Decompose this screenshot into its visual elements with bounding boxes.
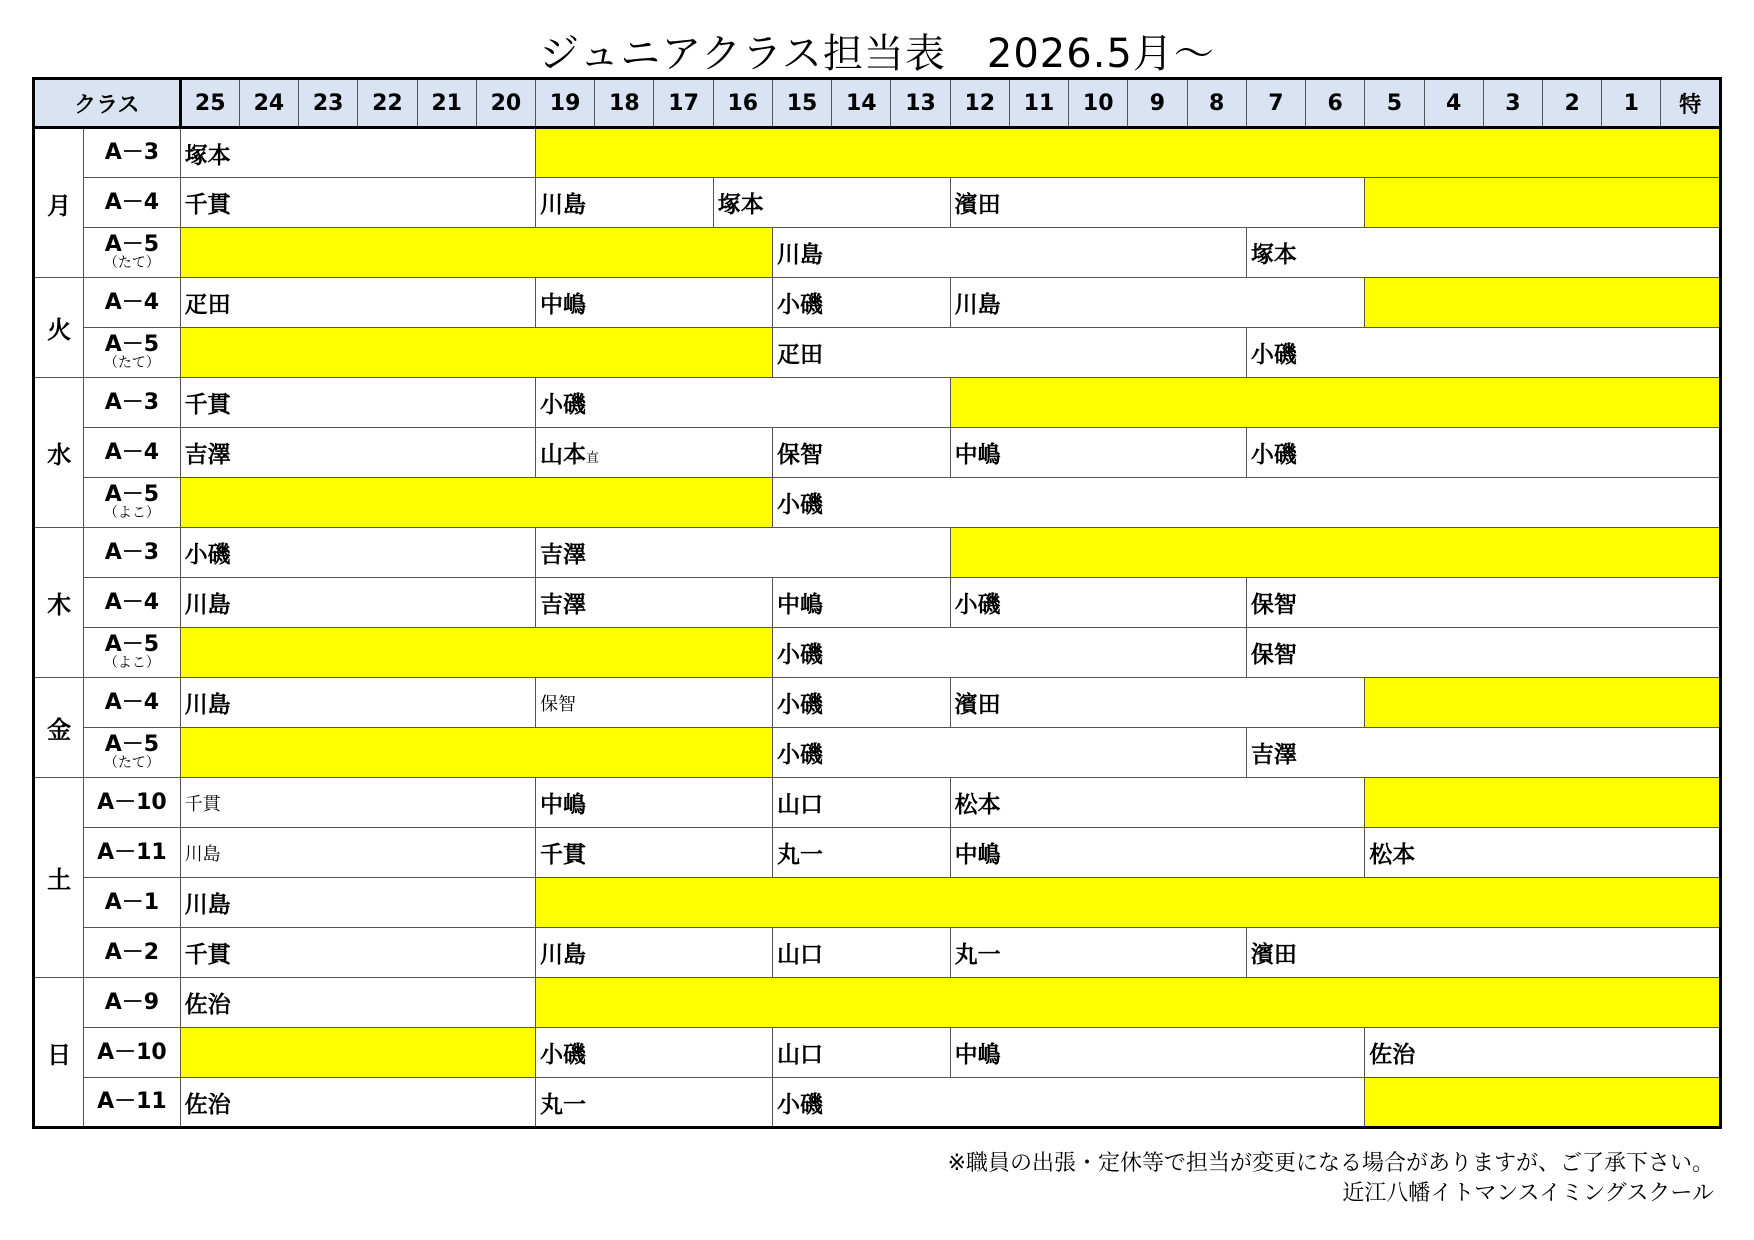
instructor-name: 小磯: [954, 592, 1001, 618]
class-subtype: （たて）: [103, 355, 160, 371]
instructor-cell: [950, 678, 1365, 728]
page-title: ジュニアクラス担当表 2026.5月～: [539, 31, 1215, 77]
class-name: A－11: [97, 1089, 167, 1114]
schedule-row: [34, 178, 1721, 228]
instructor-name: 小磯: [1250, 342, 1297, 368]
instructor-cell: [180, 378, 535, 428]
empty-slot: [950, 528, 1720, 578]
instructor-name: 山口: [776, 942, 823, 968]
instructor-cell: [772, 278, 950, 328]
instructor-name: 中嶋: [540, 292, 586, 318]
instructor-name: 濱田: [1250, 942, 1297, 968]
column-header: 25: [180, 79, 239, 128]
instructor-name: 千貫: [184, 942, 231, 968]
instructor-name: 保智: [540, 693, 576, 715]
column-header: 8: [1187, 79, 1246, 128]
instructor-name: 中嶋: [540, 792, 586, 818]
instructor-name: 佐治: [184, 1091, 231, 1118]
class-label: [84, 878, 180, 928]
instructor-name: 千貫: [184, 392, 231, 418]
schedule-row: [34, 928, 1721, 978]
instructor-name: 吉澤: [540, 542, 586, 568]
instructor-cell: [180, 878, 535, 928]
instructor-cell: [772, 728, 1246, 778]
instructor-name: 保智: [776, 442, 823, 468]
class-name: A－4: [104, 589, 160, 615]
column-header: 14: [832, 79, 891, 128]
instructor-cell: [1246, 578, 1720, 628]
instructor-cell: [1246, 228, 1720, 278]
instructor-cell: [1246, 928, 1720, 978]
instructor-name: 千貫: [184, 793, 221, 815]
schedule-row: [34, 978, 1721, 1028]
schedule-row: [34, 878, 1721, 928]
column-header: 3: [1483, 79, 1542, 128]
instructor-name: 中嶋: [954, 442, 1001, 468]
instructor-cell: [180, 828, 535, 878]
class-label: [84, 1028, 180, 1078]
instructor-name: 山口: [776, 792, 823, 818]
instructor-name: 佐治: [1369, 1042, 1416, 1068]
class-name: A－4: [104, 689, 160, 715]
column-header: 7: [1246, 79, 1305, 128]
notice-text: ※職員の出張・定休等で担当が変更になる場合がありますが、ご了承下さい。: [947, 1151, 1714, 1176]
instructor-name: 小磯: [184, 542, 231, 568]
instructor-cell: [536, 928, 773, 978]
column-header: 23: [299, 79, 358, 128]
instructor-cell: [180, 578, 535, 628]
instructor-cell: [180, 928, 535, 978]
class-name: A－4: [104, 439, 160, 465]
column-header: 20: [476, 79, 535, 128]
class-label: [84, 178, 180, 228]
instructor-name: 小磯: [540, 1042, 586, 1068]
empty-slot: [950, 378, 1720, 428]
class-label: [84, 628, 180, 678]
instructor-cell: [536, 428, 773, 478]
instructor-cell: [772, 1028, 950, 1078]
class-label: [84, 428, 180, 478]
class-label: [84, 128, 180, 178]
class-name: A－11: [97, 839, 167, 865]
instructor-cell: [772, 478, 1720, 528]
class-name: A－5: [104, 332, 160, 357]
column-header: 24: [239, 79, 298, 128]
class-name: A－10: [97, 1039, 167, 1065]
instructor-name: 吉澤: [1250, 742, 1297, 768]
instructor-cell: [772, 828, 950, 878]
instructor-cell: [772, 578, 950, 628]
column-header: 15: [772, 79, 831, 128]
column-header: 9: [1128, 79, 1187, 128]
instructor-name: 佐治: [184, 992, 231, 1018]
schedule-row: [34, 278, 1721, 328]
class-label: [84, 328, 180, 378]
instructor-name: 丸一: [540, 1091, 586, 1118]
instructor-name: 千貫: [540, 842, 586, 868]
column-header: 22: [358, 79, 417, 128]
class-label: [84, 278, 180, 328]
empty-slot: [180, 1028, 535, 1078]
empty-slot: [180, 328, 772, 378]
schedule-row: [34, 1028, 1721, 1078]
schedule-row: [34, 528, 1721, 578]
instructor-name: 塚本: [717, 192, 764, 218]
instructor-name: 川島: [954, 292, 1001, 318]
instructor-name: 小磯: [776, 292, 823, 318]
column-header: 特: [1661, 79, 1721, 128]
instructor-cell: [950, 178, 1365, 228]
instructor-name: 保智: [1250, 592, 1297, 618]
day-label: 月: [34, 128, 84, 278]
day-label: 火: [34, 278, 84, 378]
empty-slot: [180, 228, 772, 278]
column-header: 5: [1365, 79, 1424, 128]
class-label: [84, 1078, 180, 1128]
instructor-name: 保智: [1250, 642, 1297, 668]
instructor-cell: [772, 928, 950, 978]
instructor-cell: [772, 428, 950, 478]
school-name: 近江八幡イトマンスイミングスクール: [1342, 1181, 1714, 1206]
instructor-cell: [180, 528, 535, 578]
column-header: 11: [1009, 79, 1068, 128]
class-subtype: （たて）: [103, 755, 160, 771]
instructor-name: 松本: [1369, 842, 1416, 868]
instructor-cell: [713, 178, 950, 228]
instructor-name: 濱田: [954, 692, 1001, 718]
instructor-cell: [950, 778, 1365, 828]
empty-slot: [1365, 178, 1721, 228]
schedule-row: [34, 628, 1721, 678]
schedule-row: [34, 578, 1721, 628]
instructor-name: 山本: [540, 442, 586, 468]
empty-slot: [1365, 278, 1721, 328]
instructor-name: 丸一: [776, 842, 823, 868]
day-label: 土: [34, 778, 84, 978]
empty-slot: [1365, 778, 1721, 828]
instructor-name: 疋田: [184, 292, 231, 318]
column-header: 12: [950, 79, 1009, 128]
empty-slot: [536, 878, 1721, 928]
class-header: クラス: [34, 79, 181, 128]
instructor-name: 塚本: [1250, 242, 1297, 268]
instructor-cell: [1365, 1028, 1721, 1078]
class-label: [84, 528, 180, 578]
instructor-name: 川島: [540, 942, 586, 968]
instructor-cell: [1246, 728, 1720, 778]
empty-slot: [1365, 678, 1721, 728]
instructor-name: 山口: [776, 1042, 823, 1068]
class-label: [84, 828, 180, 878]
schedule-row: [34, 378, 1721, 428]
instructor-name: 中嶋: [776, 592, 823, 618]
instructor-name: 吉澤: [540, 592, 586, 618]
column-header: 4: [1424, 79, 1483, 128]
class-name: A－5: [104, 632, 160, 657]
instructor-cell: [180, 1078, 535, 1128]
class-name: A－3: [104, 389, 160, 415]
instructor-cell: [772, 228, 1246, 278]
instructor-name: 川島: [776, 242, 823, 268]
instructor-cell: [772, 678, 950, 728]
instructor-name: 川島: [184, 592, 231, 618]
instructor-cell: [536, 378, 951, 428]
instructor-cell: [772, 628, 1246, 678]
column-header: 21: [417, 79, 476, 128]
instructor-cell: [536, 828, 773, 878]
instructor-cell: [1365, 828, 1721, 878]
schedule-table: [32, 77, 1722, 1129]
schedule-row: [34, 678, 1721, 728]
column-header: 18: [595, 79, 654, 128]
class-name: A－5: [104, 482, 160, 507]
instructor-cell: [180, 778, 535, 828]
column-header: 17: [654, 79, 713, 128]
instructor-cell: [950, 1028, 1365, 1078]
instructor-cell: [180, 978, 535, 1028]
instructor-cell: [950, 278, 1365, 328]
instructor-cell: [772, 328, 1246, 378]
instructor-name: 濱田: [954, 192, 1001, 218]
instructor-cell: [1246, 628, 1720, 678]
instructor-name: 川島: [184, 843, 221, 865]
day-label: 日: [34, 978, 84, 1128]
class-name: A－5: [104, 232, 160, 257]
instructor-name: 川島: [184, 692, 231, 718]
day-label: 金: [34, 678, 84, 778]
instructor-cell: [536, 528, 951, 578]
instructor-name: 川島: [540, 192, 586, 218]
instructor-name: 小磯: [1250, 442, 1297, 468]
instructor-cell: [180, 128, 535, 178]
schedule-row: [34, 328, 1721, 378]
class-name: A－4: [104, 189, 160, 215]
class-label: [84, 928, 180, 978]
header-row: [34, 79, 1721, 128]
instructor-cell: [536, 278, 773, 328]
empty-slot: [180, 728, 772, 778]
schedule-row: [34, 828, 1721, 878]
instructor-name: 吉澤: [184, 442, 231, 468]
instructor-name: 小磯: [776, 742, 823, 768]
class-name: A－4: [104, 289, 160, 315]
class-name: A－10: [97, 789, 167, 815]
instructor-cell: [536, 578, 773, 628]
empty-slot: [536, 978, 1721, 1028]
instructor-cell: [536, 1028, 773, 1078]
instructor-cell: [772, 1078, 1364, 1128]
schedule-row: [34, 728, 1721, 778]
class-label: [84, 578, 180, 628]
column-header: 1: [1602, 79, 1661, 128]
instructor-cell: [950, 828, 1365, 878]
instructor-name: 川島: [184, 892, 231, 918]
empty-slot: [536, 128, 1721, 178]
schedule-row: [34, 1078, 1721, 1128]
column-header: 16: [713, 79, 772, 128]
class-name: A－5: [104, 732, 160, 757]
class-label: [84, 478, 180, 528]
schedule-row: [34, 778, 1721, 828]
schedule-row: [34, 428, 1721, 478]
instructor-cell: [180, 428, 535, 478]
class-label: [84, 678, 180, 728]
instructor-name: 小磯: [776, 492, 823, 518]
column-header: 10: [1069, 79, 1128, 128]
instructor-cell: [180, 678, 535, 728]
empty-slot: [1365, 1078, 1721, 1128]
schedule-row: [34, 228, 1721, 278]
column-header: 19: [536, 79, 595, 128]
class-name: A－9: [104, 989, 160, 1015]
instructor-name: 松本: [954, 792, 1001, 818]
instructor-name: 中嶋: [954, 1042, 1001, 1068]
instructor-note: 直: [586, 451, 600, 466]
instructor-cell: [536, 178, 714, 228]
instructor-cell: [180, 278, 535, 328]
instructor-name: 疋田: [776, 342, 823, 368]
instructor-cell: [1246, 328, 1720, 378]
class-label: [84, 728, 180, 778]
instructor-cell: [950, 578, 1246, 628]
empty-slot: [180, 478, 772, 528]
column-header: 13: [891, 79, 950, 128]
instructor-cell: [1246, 428, 1720, 478]
schedule-row: [34, 128, 1721, 178]
instructor-name: 中嶋: [954, 842, 1001, 868]
instructor-name: 千貫: [184, 192, 231, 218]
class-name: A－1: [104, 889, 160, 915]
class-subtype: （たて）: [103, 255, 160, 271]
instructor-cell: [180, 178, 535, 228]
class-label: [84, 378, 180, 428]
instructor-name: 小磯: [776, 1091, 823, 1118]
schedule-body: [34, 128, 1721, 1128]
class-name: A－3: [104, 140, 160, 165]
instructor-name: 小磯: [776, 692, 823, 718]
instructor-cell: [950, 928, 1246, 978]
instructor-cell: [772, 778, 950, 828]
instructor-name: 小磯: [776, 642, 823, 668]
instructor-cell: [536, 1078, 773, 1128]
empty-slot: [180, 628, 772, 678]
class-label: [84, 228, 180, 278]
column-header: 2: [1542, 79, 1601, 128]
class-name: A－3: [104, 539, 160, 565]
day-label: 木: [34, 528, 84, 678]
class-subtype: （よこ）: [103, 655, 160, 671]
instructor-name: 塚本: [184, 142, 231, 169]
instructor-name: 丸一: [954, 942, 1001, 968]
column-header: 6: [1306, 79, 1365, 128]
instructor-cell: [536, 678, 773, 728]
class-subtype: （よこ）: [103, 505, 160, 521]
instructor-cell: [950, 428, 1246, 478]
class-label: [84, 978, 180, 1028]
class-label: [84, 778, 180, 828]
day-label: 水: [34, 378, 84, 528]
instructor-name: 小磯: [540, 392, 586, 418]
schedule-row: [34, 478, 1721, 528]
instructor-cell: [536, 778, 773, 828]
class-name: A－2: [104, 939, 160, 965]
